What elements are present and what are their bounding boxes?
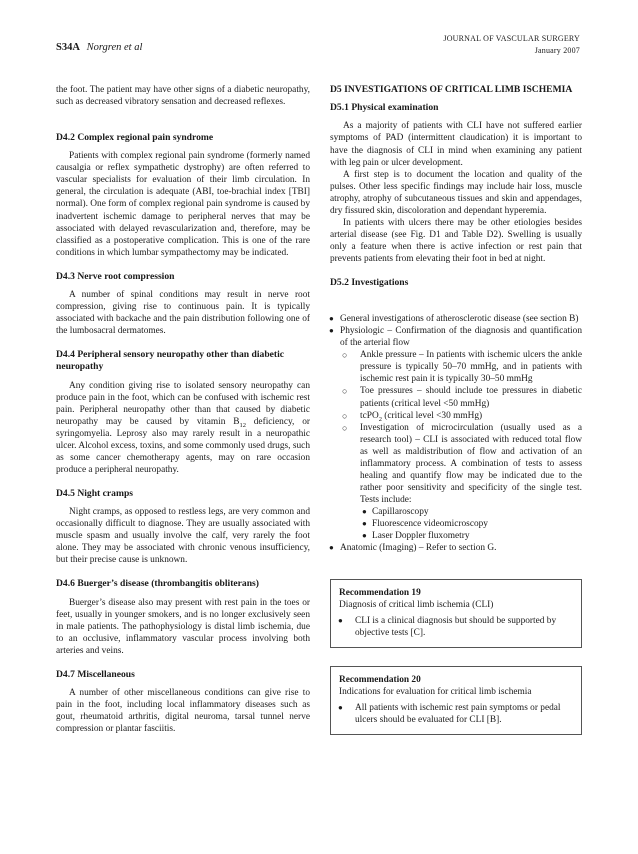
list-item: ○ Toe pressures – should include toe pressures in diabetic patients (critical level <50 mmHg)	[340, 385, 582, 409]
paragraph-d47: A number of other miscellaneous conditions can give rise to pain in the foot, including local inflammatory diseases such as gout, rheumatoid arthritis, digital neuroma, tarsal tunnel nerve compression or plantar fasciitis.	[56, 687, 310, 735]
page-number: S34A	[56, 42, 80, 53]
recommendation-subtitle: Diagnosis of critical limb ischemia (CLI)	[339, 600, 494, 611]
section-heading-d47: D4.7 Miscellaneous	[56, 668, 135, 680]
recommendation-box-20	[330, 666, 582, 735]
paragraph-d46: Buerger’s disease also may present with rest pain in the toes or feet, usually in younger smokers, and is no longer exclusively seen in male patients. The pathophysiology is distal limb ischemia, due to an occlusive, inflammatory vascular process involving both arteries and veins.	[56, 597, 310, 656]
list-item: ● General investigations of atherosclerotic disease (see section B)	[330, 313, 582, 325]
paragraph-d51-3: In patients with ulcers there may be other etiologies besides arterial disease (see Fig. D1 and Table D2). Swelling is usually only a feature when there is active infection or rest pain that prevents patients from elevating their foot in bed at night.	[330, 217, 582, 264]
paragraph-d44: Any condition giving rise to isolated sensory neuropathy can produce pain in the foot, which can be confused with ischemic rest pain. Peripheral neuropathy other than that caused by diabetic neuropathy may be caused by vitamin $B_{12}$ deficiency, or syringomyelia. Leprosy also may rarely result in a neuropathic ulcer. Alcohol excess, toxins, and some commonly used drugs, such as some cancer chemotherapy agents, may on rare occasion produce a peripheral neuropathy.	[56, 380, 311, 475]
list-item: ● Laser Doppler fluxometry	[360, 530, 582, 542]
left-column	[56, 84, 310, 735]
section-heading-d52: D5.2 Investigations	[330, 276, 409, 288]
paragraph-d51-2: A first step is to document the location and quality of the pulses. Other less specific findings may include hair loss, muscle atrophy, atrophy of subcutaneous tissues and skin and appendages, dry fissured skin, discoloration and dependant hyperemia.	[330, 169, 582, 216]
list-item: ○ tcPO$_2$ (critical level <30 mmHg)	[340, 410, 582, 422]
list-item: ○ Ankle pressure – In patients with ischemic ulcers the ankle pressure is typically 50–70 mmHg, and in patients with ischemic rest pain it is typically 30–50 mmHg	[340, 349, 582, 385]
list-item: ● All patients with ischemic rest pain symptoms or pedal ulcers should be evaluated for CLI [B].	[339, 702, 574, 726]
running-head-authors: Norgren et al	[86, 42, 143, 53]
intro-paragraph: the foot. The patient may have other signs of a diabetic neuropathy, such as decreased vibratory sensation and decreased reflexes.	[56, 85, 310, 108]
list-item: ● CLI is a clinical diagnosis but should be supported by objective tests [C].	[339, 615, 574, 639]
section-heading-d45: D4.5 Night cramps	[56, 487, 134, 499]
paragraph-d45: Night cramps, as opposed to restless legs, are very common and occasionally difficult to diagnose. They are usually associated with muscle spasm and usually involve the calf, very rarely the foot alone. They may be associated with chronic venous insufficiency, but their precise cause is unknown.	[56, 507, 310, 566]
running-head-left	[56, 42, 142, 53]
list-item: ● Physiologic – Confirmation of the diagnosis and quantification of the arterial flow ○ Ankle pressure – In patients with ischemic ulcers the ankle pressure is typically 50–70 mmHg, and in patients with ischemic rest pain it is typically 30–50 mmHg ○ Toe pressures – should include toe pressures in diabetic patients (critical level <50 mmHg) ○ tcPO$_2$ (critical level <30 mmHg) ○ Investigation of microcirculation (usually used as a research tool) – CLI is associated with reduced total flow as well as maldistribution of flow and activation of an inflammatory process. A combination of tests to assess healing and quantify flow may be indicated due to the rather poor sensitivity and specificity of the single test. Tests include: ● Capillaroscopy ● Fluorescence videomicroscopy ● Laser Doppler fluxometry	[330, 325, 582, 542]
paragraph-d43: A number of spinal conditions may result in nerve root compression, giving rise to continuous pain. It is typically associated with backache and the pain distribution following one of the lumbosacral dermatomes.	[56, 289, 310, 337]
section-heading-d44: D4.4 Peripheral sensory neuropathy other than diabetic neuropathy	[56, 349, 285, 373]
right-column	[330, 84, 582, 735]
list-item: ○ Investigation of microcirculation (usually used as a research tool) – CLI is associated with reduced total flow as well as maldistribution of flow and activation of an inflammatory process. A combination of tests to assess healing and quantify flow may be indicated due to the rather poor sensitivity and specificity of the single test. Tests include: ● Capillaroscopy ● Fluorescence videomicroscopy ● Laser Doppler fluxometry	[340, 422, 582, 542]
list-item: ● Fluorescence videomicroscopy	[360, 518, 582, 530]
recommendation-box-19	[330, 579, 582, 648]
running-head-right	[443, 33, 580, 57]
journal-title: JOURNAL OF VASCULAR SURGERY	[443, 34, 580, 43]
recommendation-title: Recommendation 19	[339, 588, 421, 599]
paragraph-d42: Patients with complex regional pain syndrome (formerly named causalgia or reflex sympathetic dystrophy) are often referred to vascular specialists for evaluation of their limb circulation. In general, the circulation is adequate (ABI, toe-brachial index [TBI] normal). One form of complex regional pain syndrome is caused by inadvertent ischemic damage to peripheral nerves that may be associated with delayed revascularization and, therefore, may be classified as a postoperative complication. This is one of the rare conditions in which lumbar sympathectomy may be indicated.	[56, 151, 310, 258]
tests-sublist	[360, 506, 582, 542]
list-item: ● Capillaroscopy	[360, 506, 582, 518]
issue-date: January 2007	[534, 46, 580, 55]
section-heading-d46: D4.6 Buerger’s disease (thrombangitis obliterans)	[56, 578, 259, 590]
recommendation-subtitle: Indications for evaluation for critical limb ischemia	[339, 687, 532, 698]
section-heading-d5: D5 INVESTIGATIONS OF CRITICAL LIMB ISCHEMIA	[330, 84, 573, 95]
list-item: ● Anatomic (Imaging) – Refer to section G.	[330, 542, 582, 554]
investigations-list	[330, 313, 582, 554]
section-heading-d43: D4.3 Nerve root compression	[56, 270, 175, 282]
recommendation-title: Recommendation 20	[339, 675, 421, 686]
section-heading-d51: D5.1 Physical examination	[330, 102, 439, 114]
paragraph-d51-1: As a majority of patients with CLI have not suffered earlier symptoms of PAD (intermittent claudication) it is important to have the diagnosis of CLI in mind when examining any patient with leg pain or ulcer development.	[330, 121, 582, 168]
section-heading-d42: D4.2 Complex regional pain syndrome	[56, 132, 214, 144]
physiologic-sublist	[340, 349, 582, 542]
